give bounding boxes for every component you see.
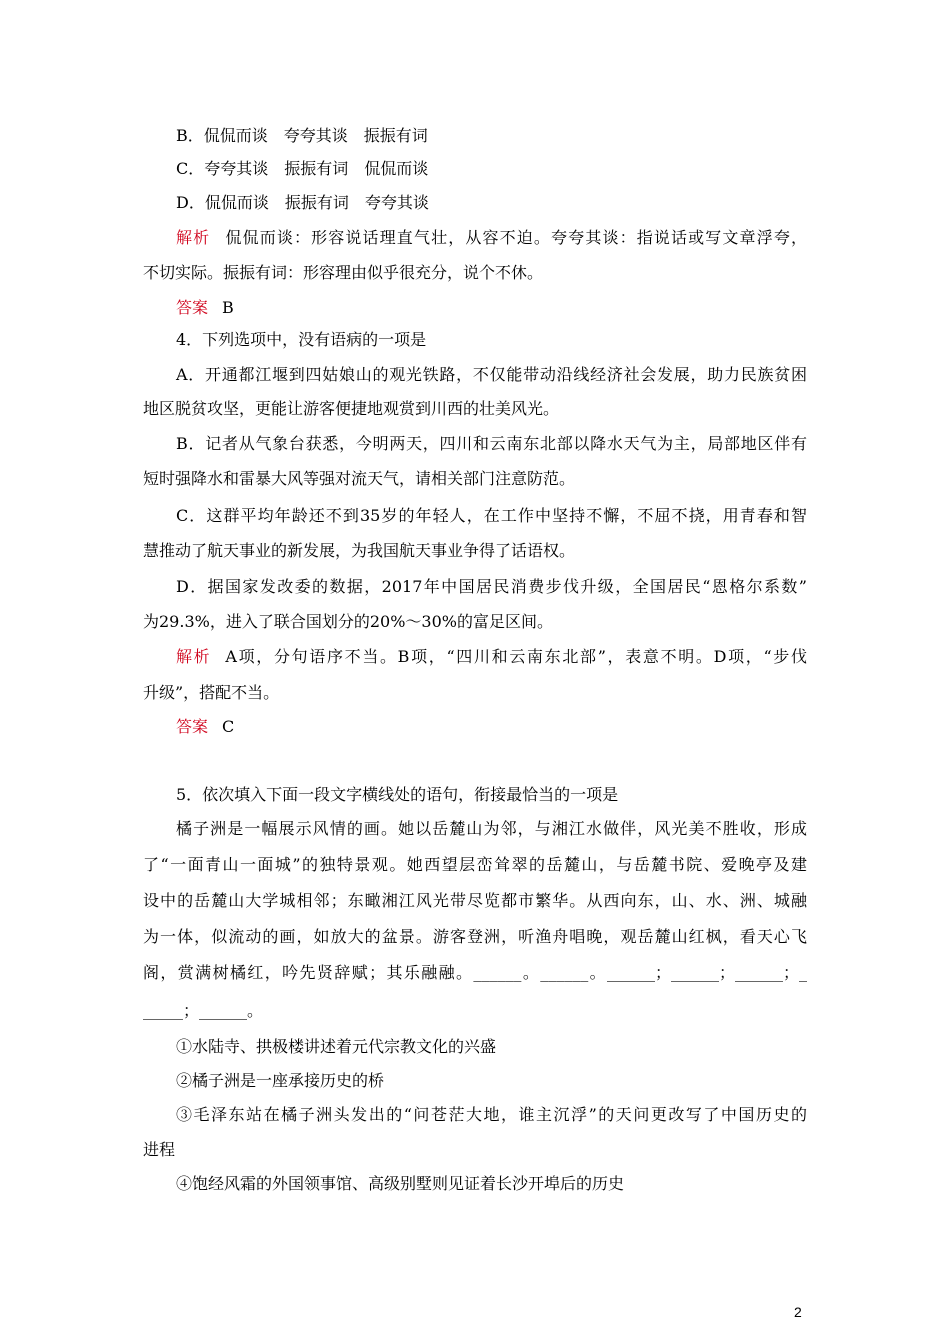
q4-answer-value: C	[222, 717, 235, 736]
q5-passage-4: 为一体，似流动的画，如放大的盆景。游客登洲，听渔舟唱晚，观岳麓山红枫，看天心飞	[143, 927, 807, 946]
q3-answer-label: 答案	[176, 298, 209, 317]
q3-option-c: C．夸夸其谈 振振有词 侃侃而谈	[176, 159, 429, 178]
q5-passage-3: 设中的岳麓山大学城相邻；东瞰湘江风光带尽览都市繁华。从西向东，山、水、洲、城融	[143, 891, 807, 910]
q5-item-2: ②橘子洲是一座承接历史的桥	[176, 1071, 385, 1090]
q5-passage-text-1: 橘子洲是一幅展示风情的画。她以岳麓山为邻，与湘江水做伴，风光美不胜收，形成	[176, 819, 807, 838]
q4-option-b-1	[143, 434, 807, 454]
q5-item-1: ①水陆寺、拱极楼讲述着元代宗教文化的兴盛	[176, 1037, 497, 1056]
q4-option-a-2: 地区脱贫攻坚，更能让游客便捷地观赏到川西的壮美风光。	[143, 399, 560, 418]
q5-item-4: ④饱经风霜的外国领事馆、高级别墅则见证着长沙开埠后的历史	[176, 1174, 625, 1193]
q5-passage-2: 了“一面青山一面城”的独特景观。她西望层峦耸翠的岳麓山，与岳麓书院、爱晚亭及建	[143, 855, 807, 874]
q4-stem: 4．下列选项中，没有语病的一项是	[176, 330, 427, 349]
q3-answer	[176, 298, 234, 318]
q4-analysis-text-2: 升级”，搭配不当。	[143, 683, 280, 702]
q4-analysis-label: 解析	[176, 647, 212, 666]
q4-option-a-1	[143, 365, 807, 385]
q3-analysis	[143, 228, 807, 248]
q4-option-d-1	[143, 577, 807, 597]
q4-option-a-text-1: A．开通都江堰到四姑娘山的观光铁路，不仅能带动沿线经济社会发展，助力民族贫困	[176, 365, 807, 384]
q4-option-b-text-1: B．记者从气象台获悉，今明两天，四川和云南东北部以降水天气为主，局部地区伴有	[176, 434, 807, 453]
q5-passage-6: _____；______。	[143, 1001, 264, 1020]
q5-item-3-text-1: ③毛泽东站在橘子洲头发出的“问苍茫大地，谁主沉浮”的天问更改写了中国历史的	[176, 1105, 807, 1124]
page-number: 2	[794, 1304, 802, 1320]
q4-answer-label: 答案	[176, 717, 209, 736]
q3-analysis-label: 解析	[176, 228, 211, 247]
q4-option-d-text-1: D．据国家发改委的数据，2017年中国居民消费步伐升级，全国居民“恩格尔系数”	[176, 577, 807, 596]
q4-option-d-2: 为29.3%，进入了联合国划分的20%～30%的富足区间。	[143, 612, 553, 631]
q4-analysis	[143, 647, 807, 667]
q5-stem: 5．依次填入下面一段文字横线处的语句，衔接最恰当的一项是	[176, 785, 619, 804]
q5-item-3-2: 进程	[143, 1140, 176, 1159]
q4-option-c-2: 慧推动了航天事业的新发展，为我国航天事业争得了话语权。	[143, 541, 576, 560]
q3-answer-value: B	[222, 298, 234, 317]
q3-analysis-text-1: 侃侃而谈：形容说话理直气壮，从容不迫。夸夸其谈：指说话或写文章浮夸，	[224, 228, 807, 247]
q4-analysis-text-1: A项，分句语序不当。B项，“四川和云南东北部”，表意不明。D项，“步伐	[225, 647, 807, 666]
q4-option-c-text-1: C．这群平均年龄还不到35岁的年轻人，在工作中坚持不懈，不屈不挠，用青春和智	[176, 506, 807, 525]
q3-option-d: D．侃侃而谈 振振有词 夸夸其谈	[176, 193, 429, 212]
q4-option-b-2: 短时强降水和雷暴大风等强对流天气，请相关部门注意防范。	[143, 469, 576, 488]
q5-passage-5: 阁，赏满树橘红，吟先贤辞赋；其乐融融。______。______。______；______；______；_	[143, 963, 807, 982]
q3-option-b: B．侃侃而谈 夸夸其谈 振振有词	[176, 126, 428, 145]
q5-passage-1	[143, 819, 807, 839]
q5-item-3-1	[143, 1105, 807, 1125]
q4-answer	[176, 717, 234, 737]
q4-option-c-1	[143, 506, 807, 526]
q3-analysis-text-2: 不切实际。振振有词：形容理由似乎很充分，说个不休。	[143, 263, 544, 282]
